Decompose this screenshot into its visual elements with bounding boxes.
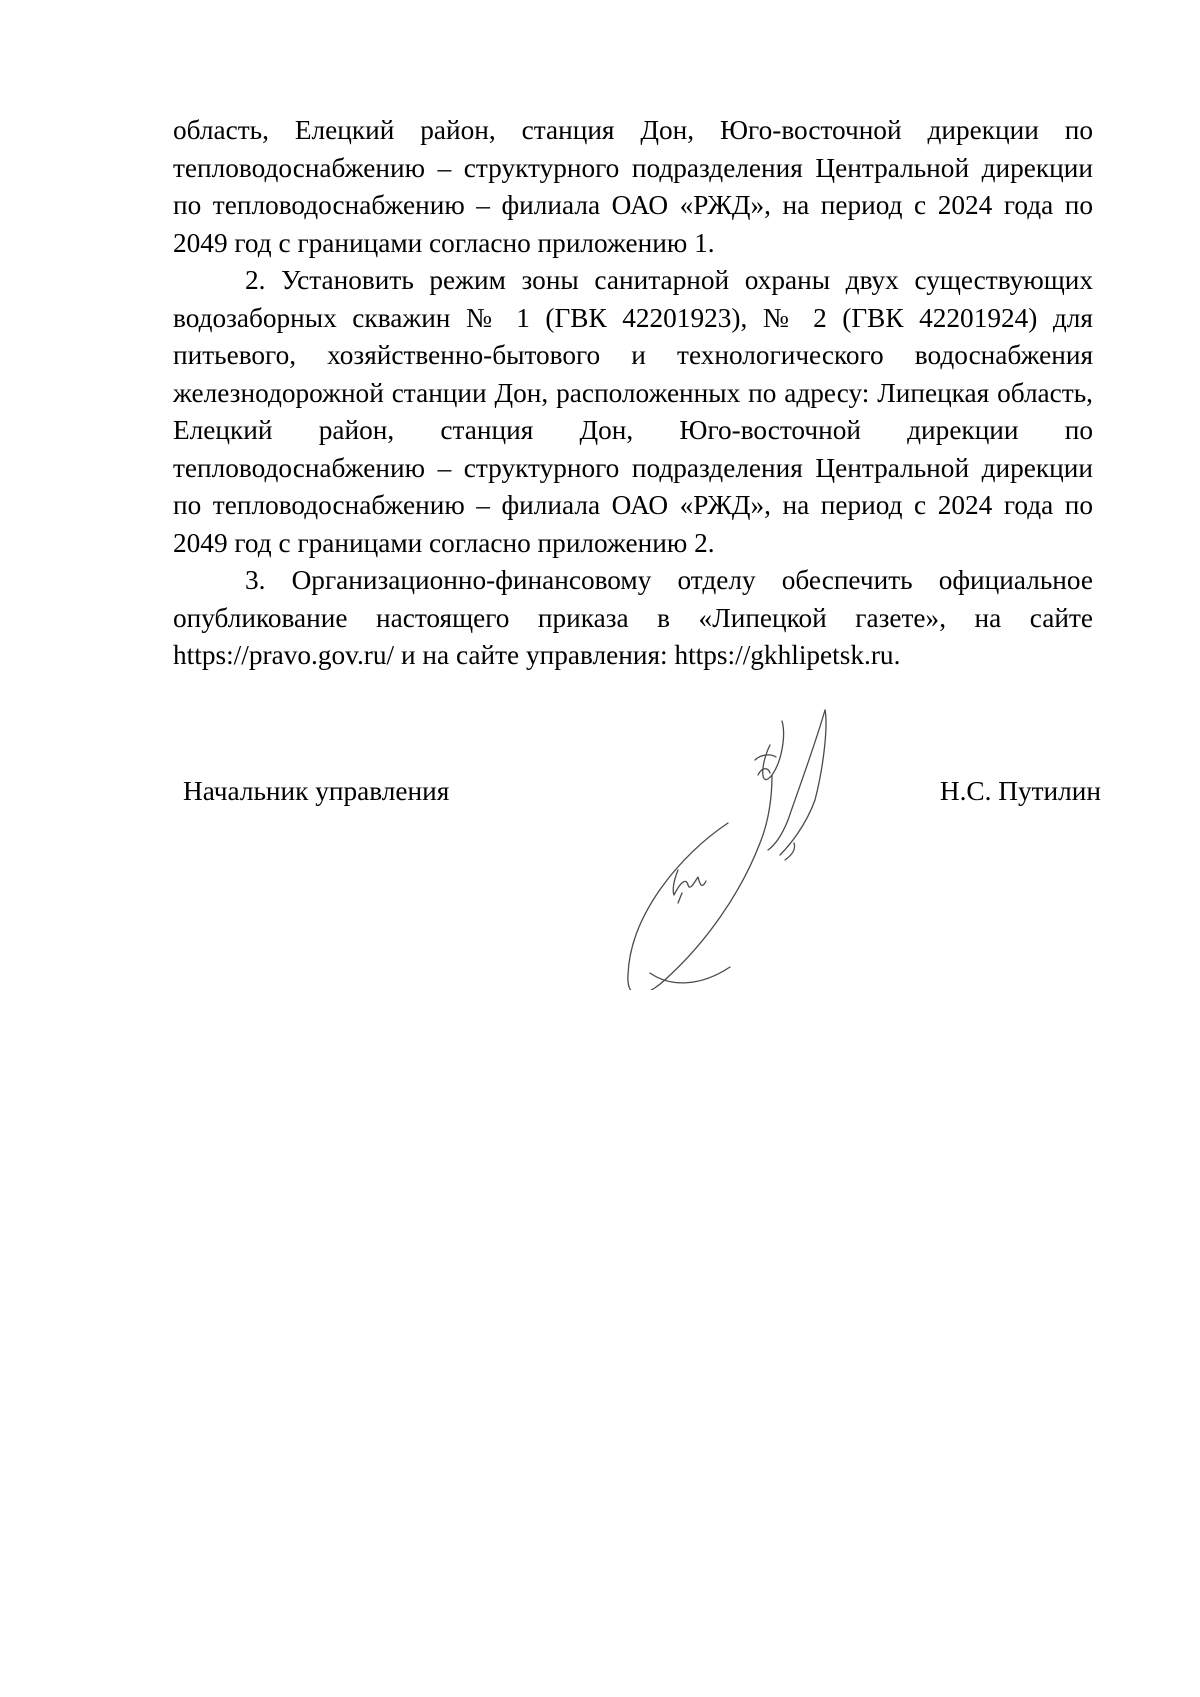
handwritten-signature: [610, 705, 870, 990]
paragraph-continuation: область, Елецкий район, станция Дон, Юго-восточной дирекции по тепловодоснабжению – структурного подразделения Центральной дирекции по тепловодоснабжению – филиала ОАО «РЖД», на период с 2024 года по 2049 год с границами согласно приложению 1.: [173, 115, 1093, 258]
signer-name: Н.С. Путилин: [939, 776, 1101, 806]
document-body: [173, 112, 1093, 675]
paragraph-item-3: 3. Организационно-финансовому отделу обеспечить официальное опубликование настоящего приказа в «Липецкой газете», на сайте https://pravo.gov.ru/ и на сайте управления: https://gkhlipetsk.ru.: [173, 565, 1093, 670]
signer-position: Начальник управления: [183, 776, 450, 806]
paragraph-item-2: 2. Установить режим зоны санитарной охраны двух существующих водозаборных скважин № 1 (ГВК 42201923), № 2 (ГВК 42201924) для питьевого, хозяйственно-бытового и технологического водоснабжения железнодорожной станции Дон, расположенных по адресу: Липецкая область, Елецкий район, станция Дон, Юго-восточной дирекции по тепловодоснабжению – структурного подразделения Центральной дирекции по тепловодоснабжению – филиала ОАО «РЖД», на период с 2024 года по 2049 год с границами согласно приложению 2.: [173, 265, 1093, 558]
